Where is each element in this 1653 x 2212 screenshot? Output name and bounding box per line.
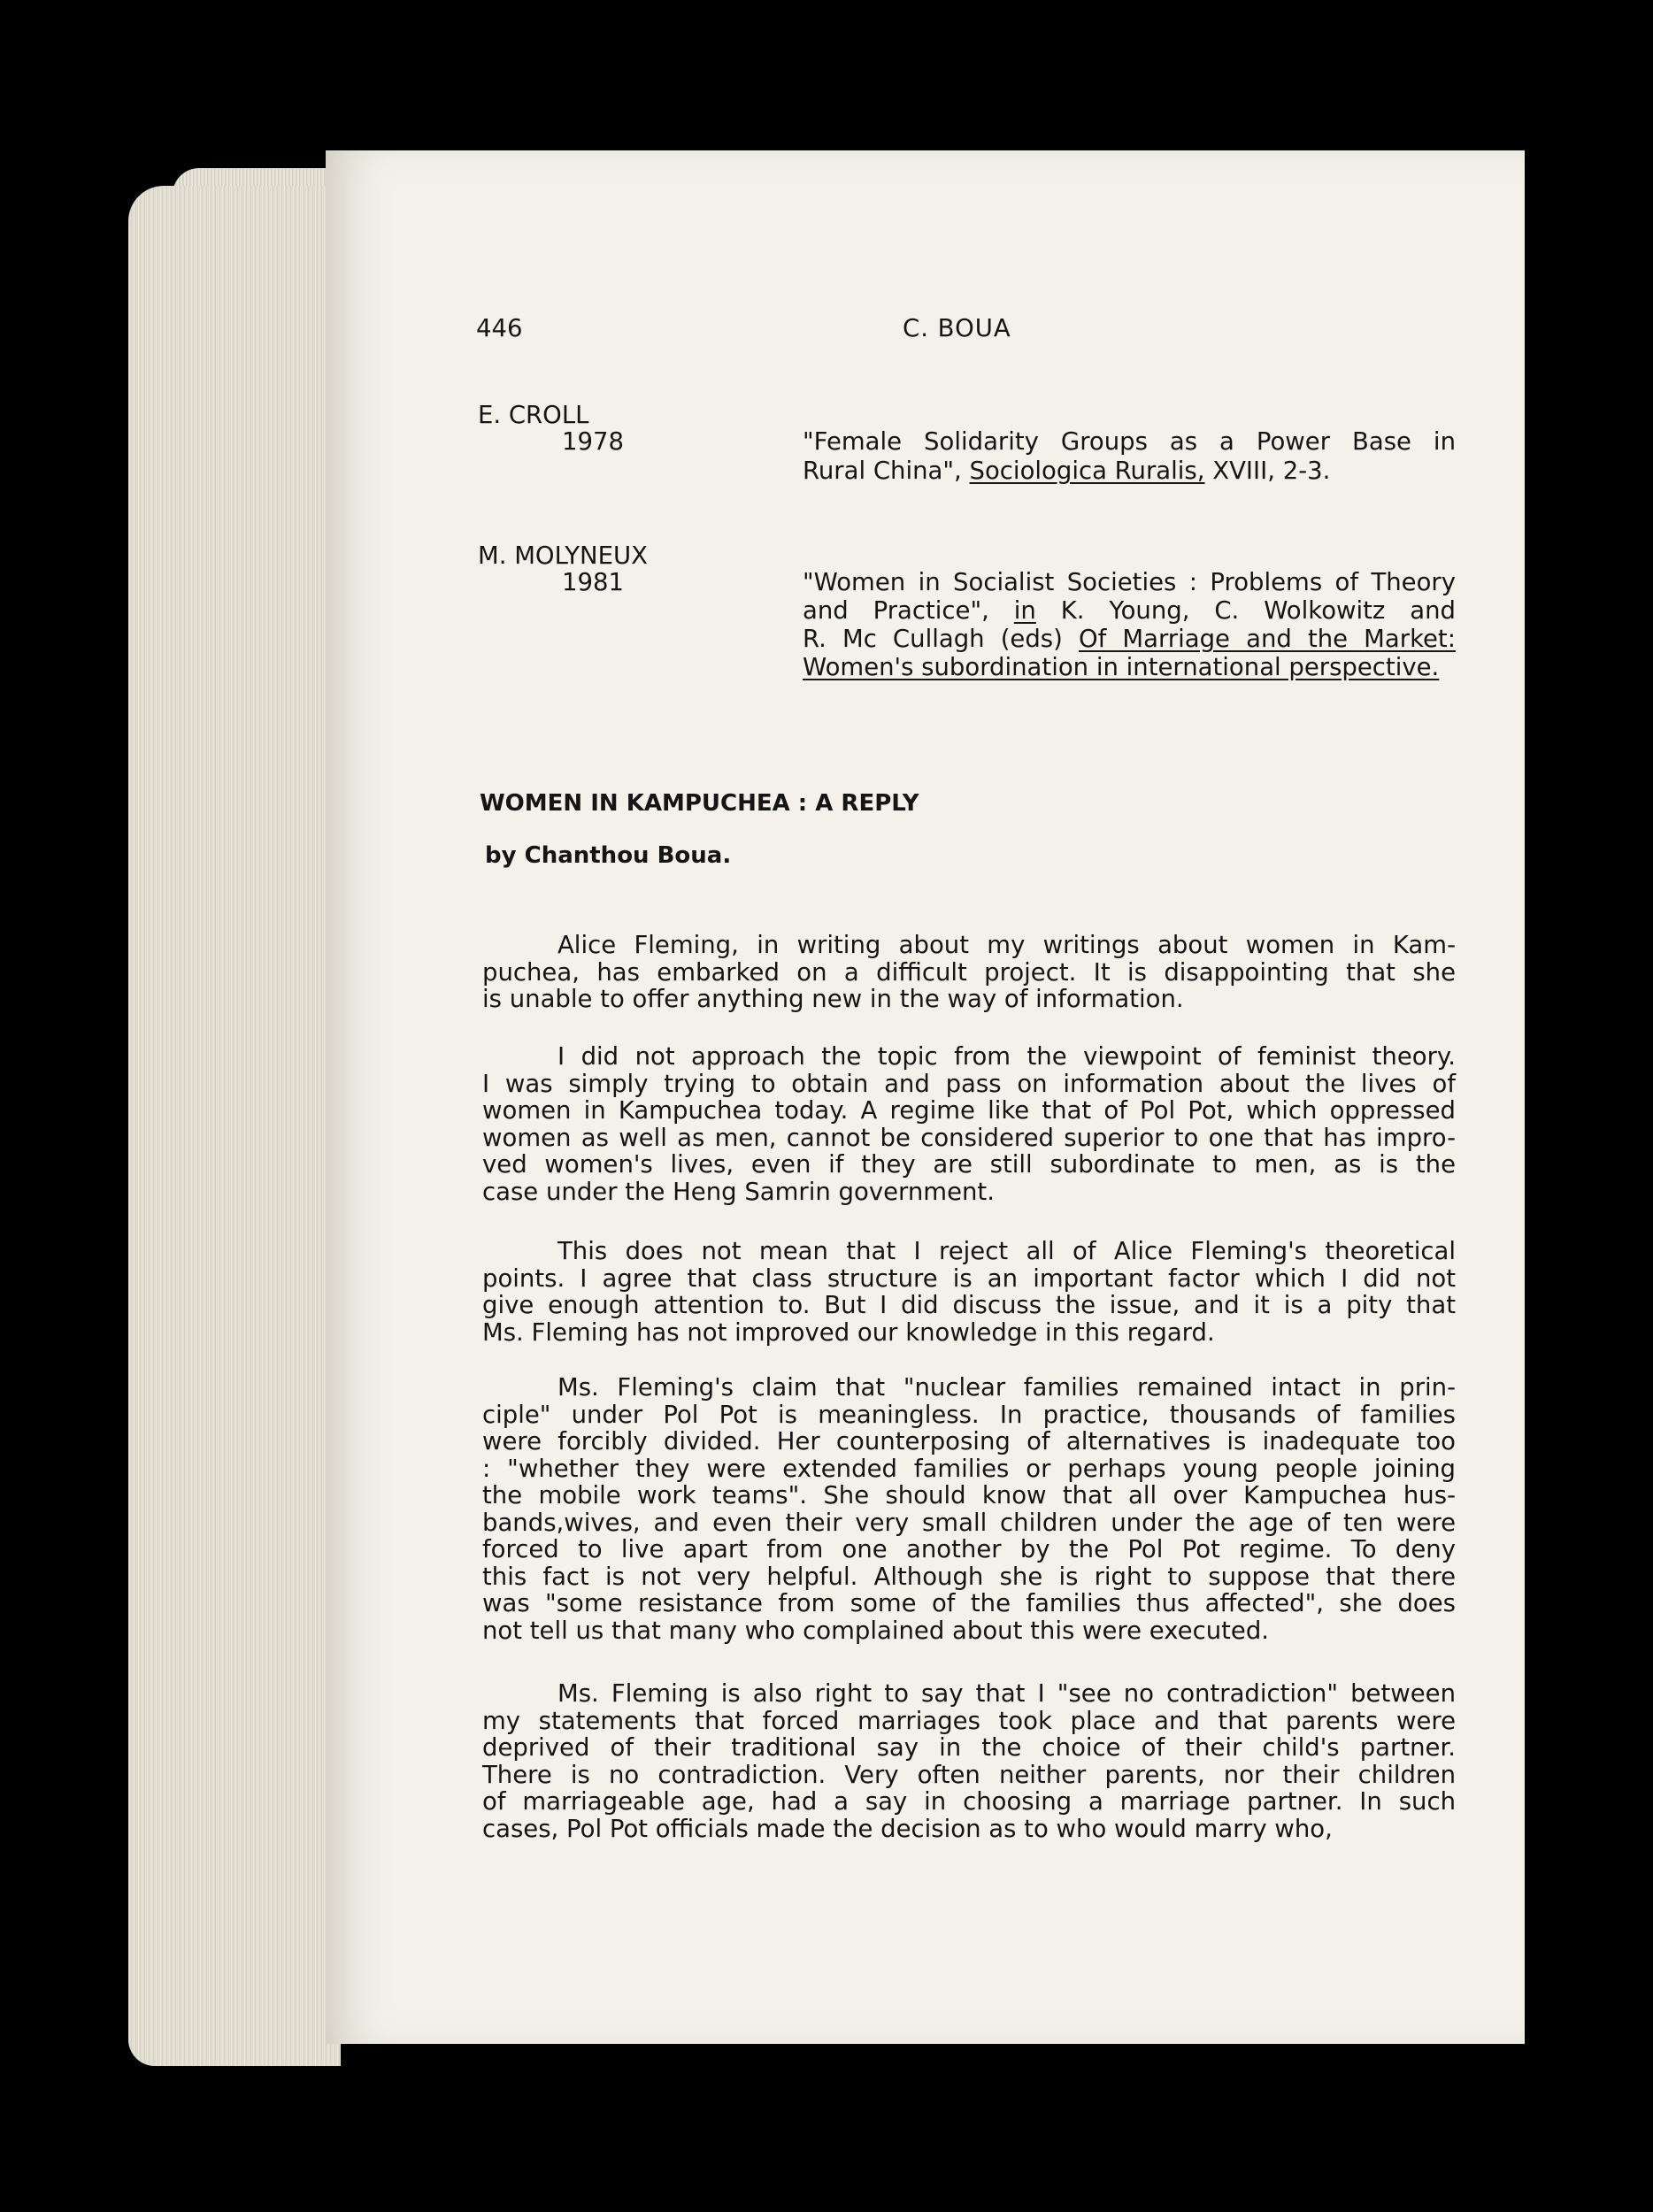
paragraph-line: points. I agree that class structure is an important factor which I did not <box>482 1263 1456 1293</box>
paragraph-line: puchea, has embarked on a difficult project. It is disappointing that she <box>482 957 1456 987</box>
paragraph-line: is unable to offer anything new in the way of information. <box>482 985 1184 1013</box>
reference-line: Rural China", Sociologica Ruralis, XVIII, 2-3. <box>803 457 1331 485</box>
article-byline: by Chanthou Boua. <box>485 842 732 869</box>
reference-line: and Practice", in K. Young, C. Wolkowitz and <box>803 596 1457 625</box>
paragraph-line: this fact is not very helpful. Although she is right to suppose that there <box>482 1562 1456 1591</box>
book-page-edges <box>128 186 341 2066</box>
paragraph-line: I was simply trying to obtain and pass on information about the lives of <box>482 1069 1456 1098</box>
underlined-title: in <box>1013 596 1036 625</box>
paragraph-line: forced to live apart from one another by the Pol Pot regime. To deny <box>482 1535 1456 1563</box>
paragraph-line: I did not approach the topic from the viewpoint of feminist theory. <box>557 1042 1456 1071</box>
paragraph-line: case under the Heng Samrin government. <box>482 1177 995 1206</box>
paragraph-line: women in Kampuchea today. A regime like that of Pol Pot, which oppressed <box>482 1096 1456 1125</box>
paragraph-line: ciple" under Pol Pot is meaningless. In practice, thousands of families <box>482 1400 1456 1429</box>
paragraph-line: This does not mean that I reject all of Alice Fleming's theoretical <box>557 1237 1456 1265</box>
paragraph-line: Ms. Fleming's claim that "nuclear families remained intact in prin- <box>557 1373 1456 1402</box>
paragraph-line: Alice Fleming, in writing about my writings about women in Kam- <box>557 931 1456 959</box>
underlined-title: Sociologica Ruralis, <box>969 457 1205 485</box>
paragraph-line: was "some resistance from some of the families thus affected", she does <box>482 1589 1456 1617</box>
paragraph-line: my statements that forced marriages took place and that parents were <box>482 1706 1456 1735</box>
paragraph-line: Ms. Fleming is also right to say that I "see no contradiction" between <box>557 1679 1456 1708</box>
running-header-author: C. BOUA <box>903 314 1011 342</box>
paragraph-line: deprived of their traditional say in the choice of their child's partner. <box>482 1733 1456 1762</box>
paragraph-line: the mobile work teams". She should know that all over Kampuchea hus- <box>482 1481 1456 1509</box>
reference-year: 1981 <box>562 568 624 596</box>
paragraph-line: bands,wives, and even their very small children under the age of ten were <box>482 1508 1456 1537</box>
article-title: WOMEN IN KAMPUCHEA : A REPLY <box>480 790 919 817</box>
paragraph-line: not tell us that many who complained about this were executed. <box>482 1616 1270 1645</box>
reference-author: E. CROLL <box>478 401 589 429</box>
page-number: 446 <box>476 314 523 342</box>
paragraph-line: give enough attention to. But I did discuss the issue, and it is a pity that <box>482 1291 1456 1319</box>
paragraph-line: cases, Pol Pot officials made the decision as to who would marry who, <box>482 1814 1333 1843</box>
reference-author: M. MOLYNEUX <box>478 541 648 570</box>
underlined-title: Of Marriage and the Market: <box>1078 625 1456 653</box>
underlined-title: Women's subordination in international perspective. <box>803 653 1440 681</box>
paragraph-line: of marriageable age, had a say in choosing a marriage partner. In such <box>482 1787 1456 1816</box>
reference-line <box>803 653 1456 681</box>
reference-line: R. Mc Cullagh (eds) Of Marriage and the Market: <box>803 625 1456 653</box>
paragraph-line: were forcibly divided. Her counterposing of alternatives is inadequate too <box>482 1427 1456 1455</box>
reference-line: "Female Solidarity Groups as a Power Base in <box>803 427 1456 456</box>
paragraph-line: : "whether they were extended families or perhaps young people joining <box>482 1454 1456 1483</box>
reference-year: 1978 <box>562 427 624 456</box>
paragraph-line: women as well as men, cannot be considered superior to one that has impro- <box>482 1123 1456 1152</box>
reference-line: "Women in Socialist Societies : Problems of Theory <box>803 568 1456 596</box>
paragraph-line: There is no contradiction. Very often neither parents, nor their children <box>482 1760 1456 1789</box>
paragraph-line: Ms. Fleming has not improved our knowledge in this regard. <box>482 1317 1215 1347</box>
paragraph-line: ved women's lives, even if they are still subordinate to men, as is the <box>482 1150 1456 1179</box>
